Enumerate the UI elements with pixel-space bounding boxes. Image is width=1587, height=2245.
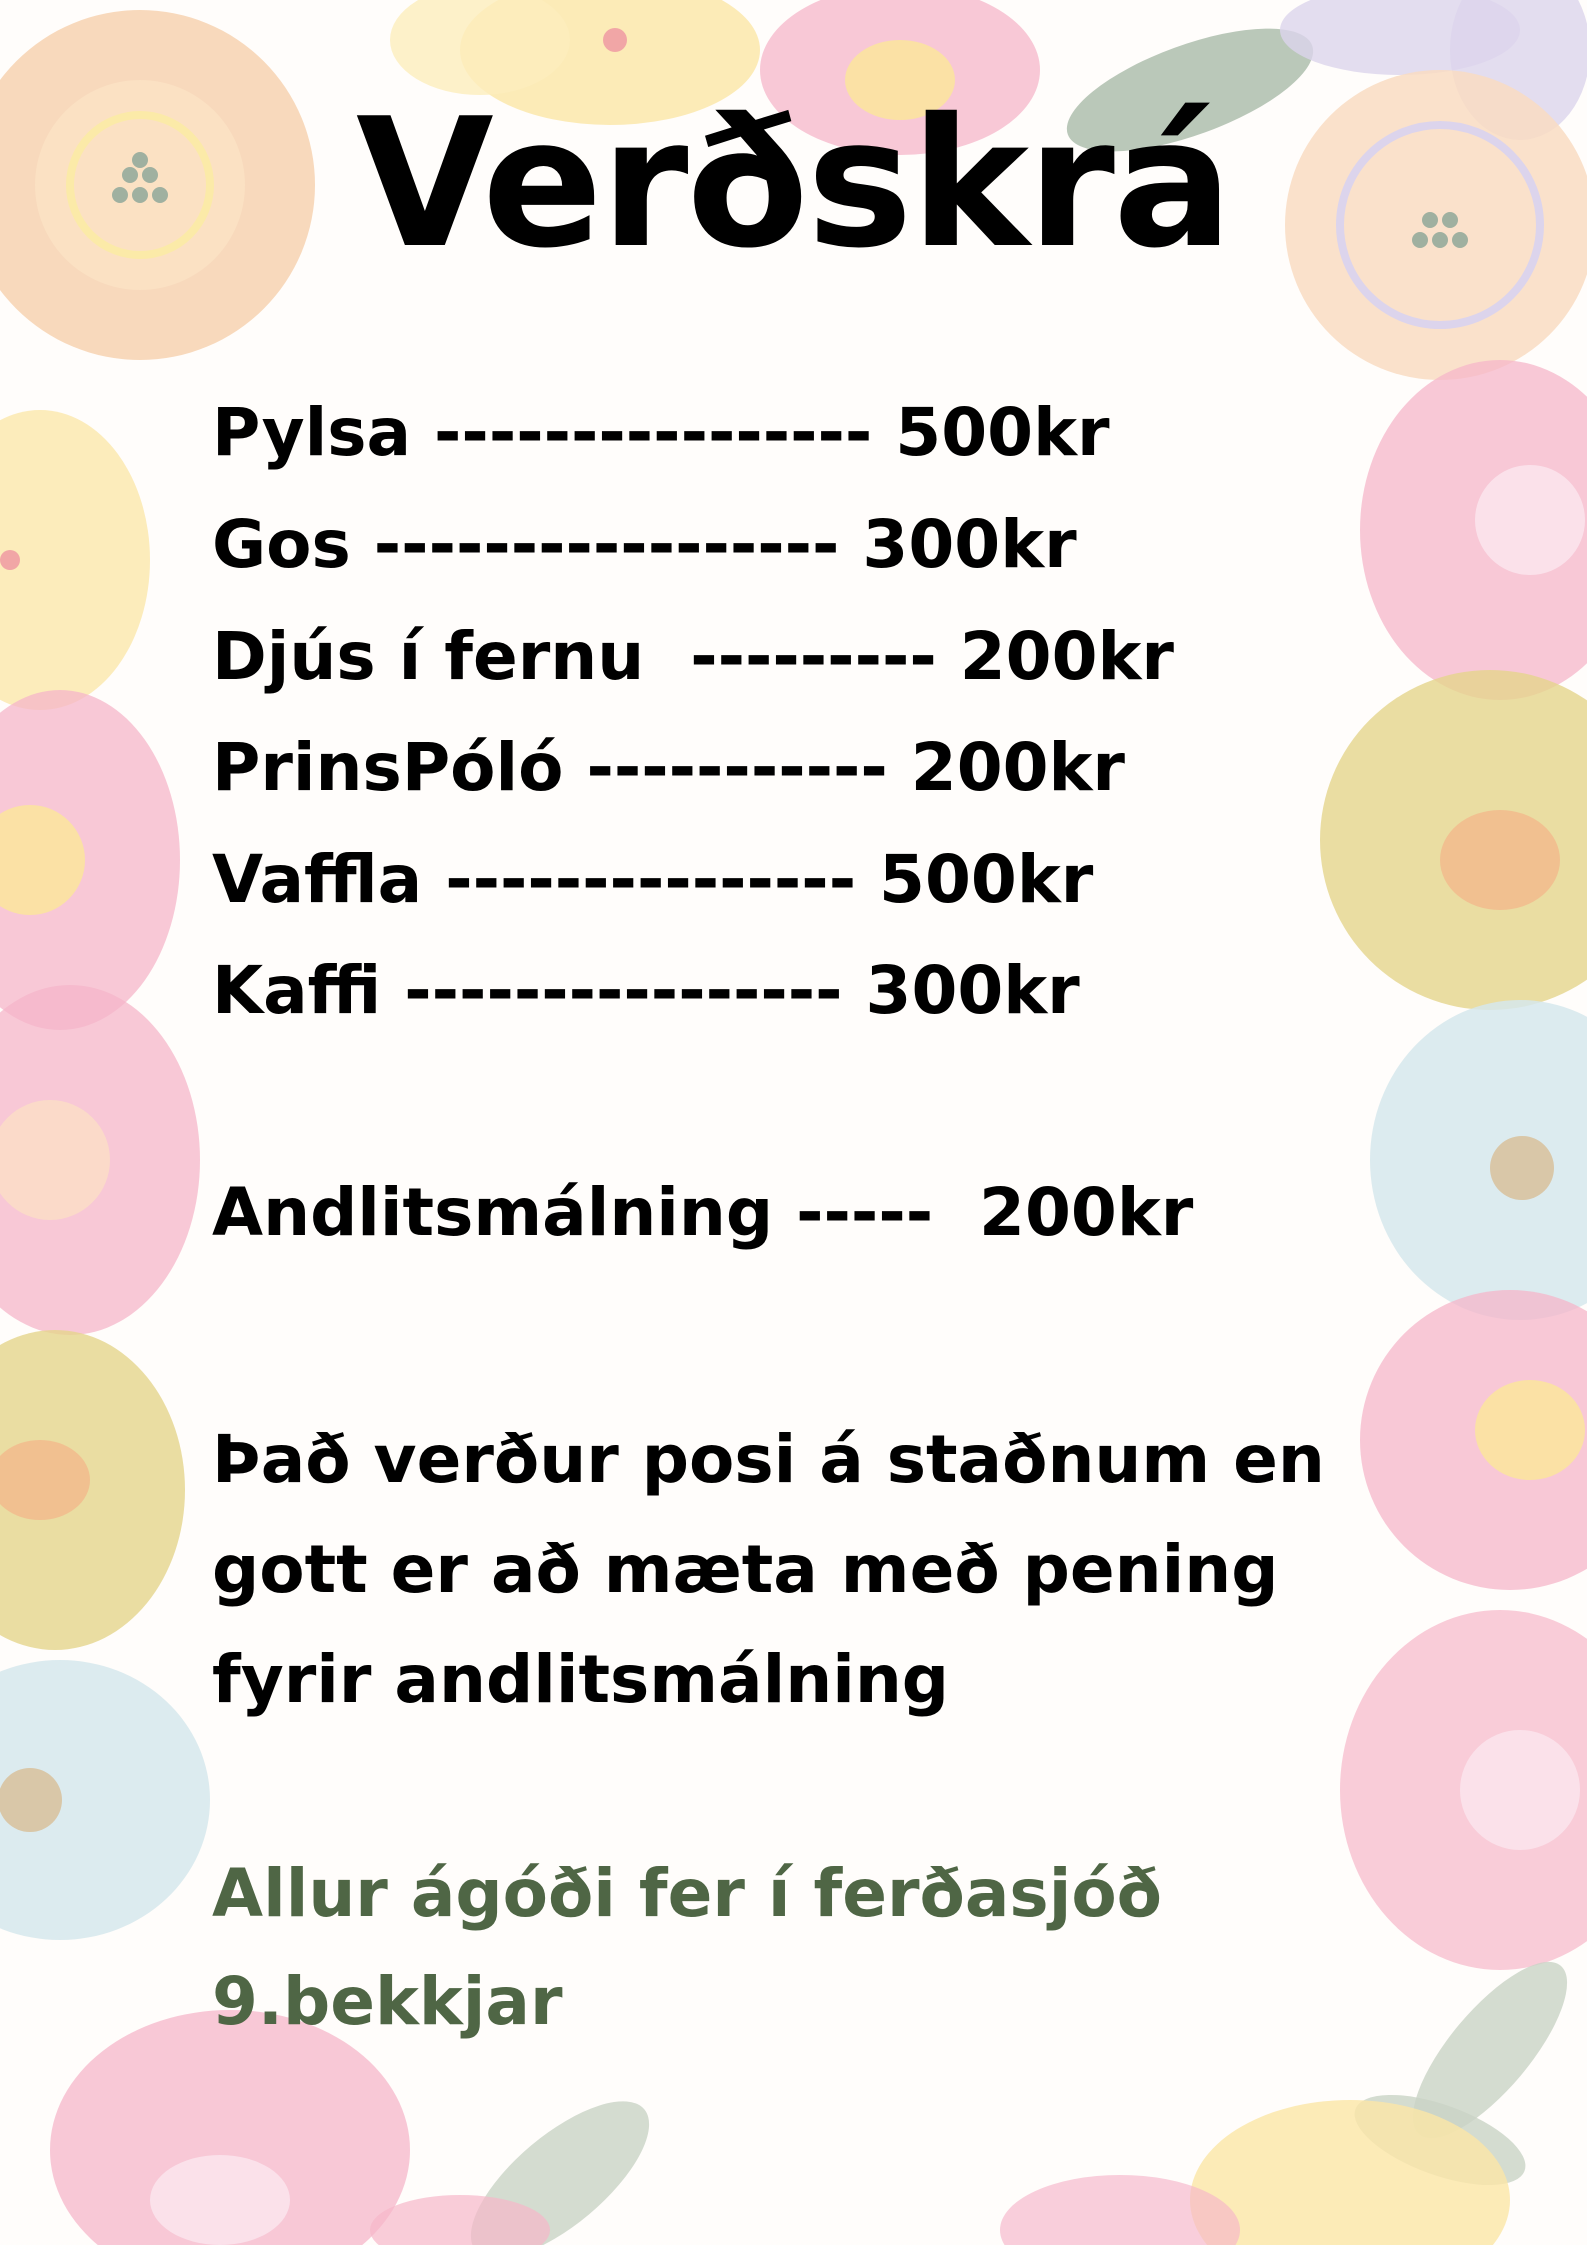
footer-line: 9.bekkjar <box>212 1963 563 2040</box>
price-item-vaffla: Vaffla --------------- 500kr <box>212 841 1094 918</box>
payment-note-line: fyrir andlitsmálning <box>212 1641 950 1718</box>
fundraiser-footer <box>212 1840 1412 2056</box>
price-item-kaffi: Kaffi ---------------- 300kr <box>212 952 1080 1029</box>
price-item-prinspolo: PrinsPóló ----------- 200kr <box>212 729 1125 806</box>
payment-note-line: gott er að mæta með pening <box>212 1531 1279 1608</box>
footer-line: Allur ágóði fer í ferðasjóð <box>212 1855 1163 1932</box>
price-item-andlitsmalning: Andlitsmálning ----- 200kr <box>212 1174 1194 1251</box>
price-item-gos: Gos ----------------- 300kr <box>212 506 1077 583</box>
price-item-djus: Djús í fernu --------- 200kr <box>212 618 1174 695</box>
price-item-pylsa: Pylsa ---------------- 500kr <box>212 394 1110 471</box>
page-title: Verðskrá <box>355 80 1232 287</box>
payment-note <box>212 1405 1412 1735</box>
payment-note-line: Það verður posi á staðnum en <box>212 1421 1325 1498</box>
